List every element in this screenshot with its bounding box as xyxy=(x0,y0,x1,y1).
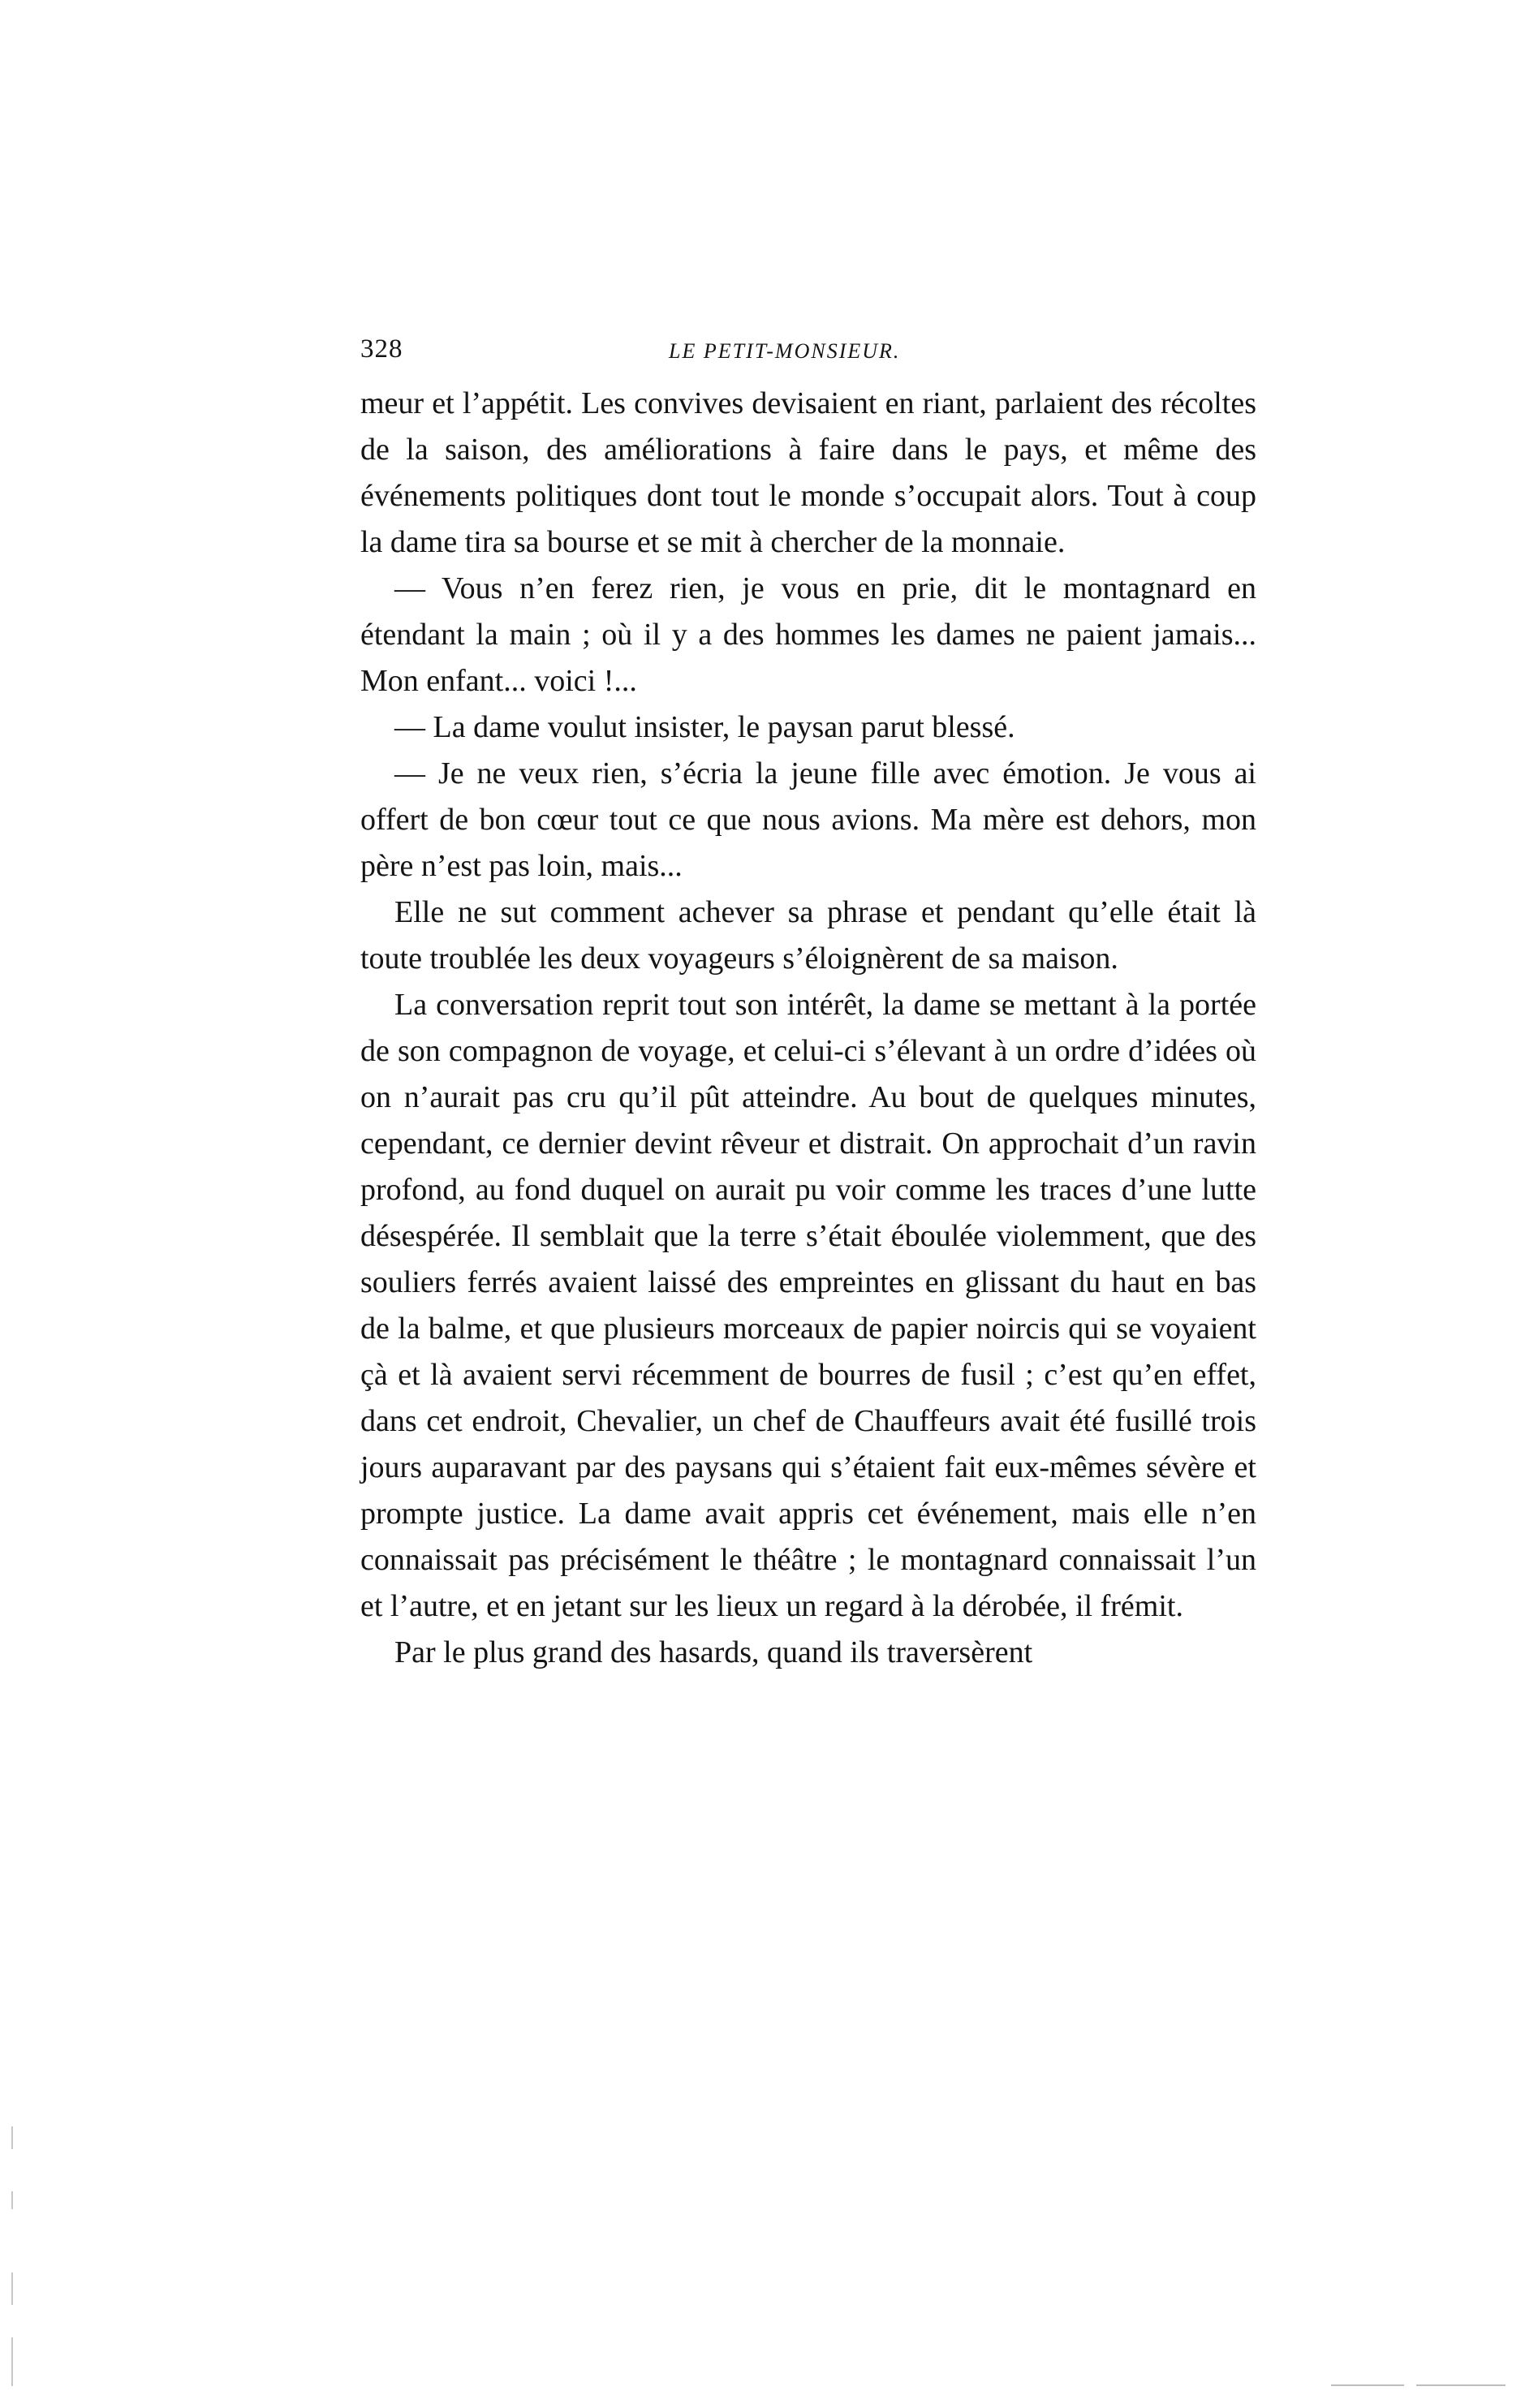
scan-margin-mark xyxy=(11,2272,13,2305)
running-title: LE PETIT-MONSIEUR. xyxy=(669,339,901,363)
page-number: 328 xyxy=(360,334,403,364)
paragraph: — La dame voulut insister, le paysan parut blessé. xyxy=(394,710,1015,744)
paragraph-last: Par le plus grand des hasards, quand ils traversèrent xyxy=(394,1635,1033,1669)
paragraph: La conversation reprit tout son intérêt, la dame se mettant à la portée de son compagnon de voyage, et celui-ci s’élevant à un ordre d’idées où on n’aurait pas cru qu’il pût atteindre. Au bout de quelques minutes, cependant, ce dernier devint rêveur et distrait. On approchait d’un ravin profond, au fond duquel on aurait pu voir comme les traces d’une lutte désespérée. Il semblait que la terre s’était éboulée violemment, que des souliers ferrés avaient laissé des empreintes en glissant du haut en bas de la balme, et que plusieurs morceaux de papier noircis qui se voyaient çà et là avaient servi récemment de bourres de fusil ; c’est qu’en effet, dans cet endroit, Chevalier, un chef de Chauffeurs avait été fusillé trois jours auparavant par des paysans qui s’étaient fait eux-mêmes sévère et prompte justice. La dame avait appris cet événement, mais elle n’en connaissait pas précisément le théâtre ; le montagnard connaissait l’un et l’autre, et en jetant sur les lieux un regard à la dérobée, il frémit. xyxy=(360,988,1256,1623)
paragraph: — Vous n’en ferez rien, je vous en prie, dit le montagnard en étendant la main ; où il y a des hommes les dames ne paient jamais... Mon enfant... voici !... xyxy=(360,571,1256,698)
scan-edge-rule xyxy=(1331,2384,1404,2386)
scan-margin-mark xyxy=(11,2337,13,2386)
scan-margin-mark xyxy=(11,2126,13,2149)
paragraph: — Je ne veux rien, s’écria la jeune fille avec émotion. Je vous ai offert de bon cœur tout ce que nous avions. Ma mère est dehors, mon père n’est pas loin, mais... xyxy=(360,756,1256,883)
body-text xyxy=(360,381,1256,1676)
scan-margin-mark xyxy=(11,2191,13,2209)
running-head xyxy=(360,334,1256,367)
scan-edge-rule xyxy=(1416,2384,1506,2386)
paragraph: Elle ne sut comment achever sa phrase et pendant qu’elle était là toute troublée les deux voyageurs s’éloignèrent de sa maison. xyxy=(360,895,1256,976)
paragraph-continuation: meur et l’appétit. Les convives devisaient en riant, parlaient des récoltes de la saison, des améliorations à faire dans le pays, et même des événements politiques dont tout le monde s’occupait alors. Tout à coup la dame tira sa bourse et se mit à chercher de la monnaie. xyxy=(360,386,1256,559)
